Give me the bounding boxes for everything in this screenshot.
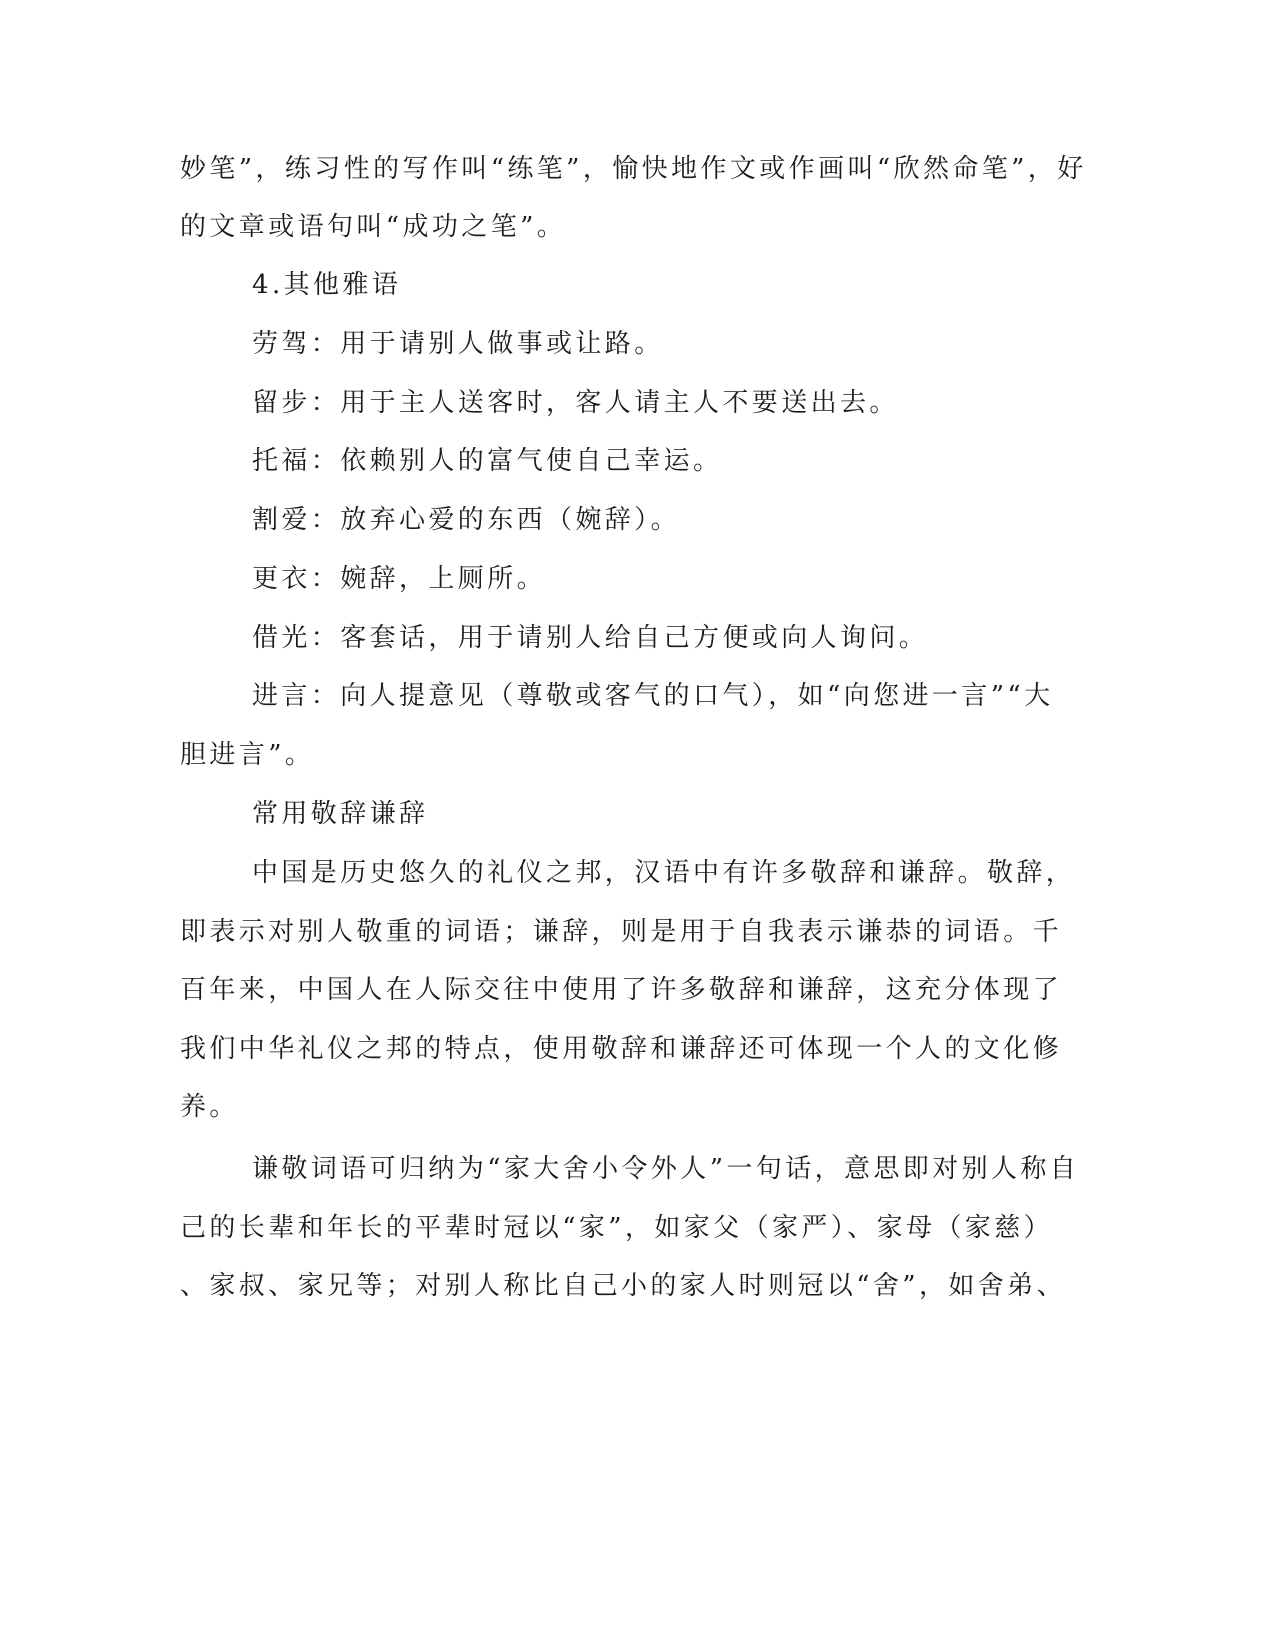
text-line: 己的长辈和年长的平辈时冠以“家”，如家父（家严）、家母（家慈） xyxy=(180,1213,1053,1243)
text-line: 进言：向人提意见（尊敬或客气的口气），如“向您进一言”“大 xyxy=(252,681,1054,711)
text-line: 胆进言”。 xyxy=(180,740,315,770)
text-line: 养。 xyxy=(180,1092,239,1122)
text-line: 中国是历史悠久的礼仪之邦，汉语中有许多敬辞和谦辞。敬辞， xyxy=(252,858,1076,888)
text-line: 劳驾：用于请别人做事或让路。 xyxy=(252,329,664,359)
text-line: 的文章或语句叫“成功之笔”。 xyxy=(180,212,567,242)
text-line: 割爱：放弃心爱的东西（婉辞）。 xyxy=(252,505,681,535)
section-heading: 常用敬辞谦辞 xyxy=(252,799,429,829)
text-line: 我们中华礼仪之邦的特点，使用敬辞和谦辞还可体现一个人的文化修 xyxy=(180,1034,1063,1064)
text-line: 托福：依赖别人的富气使自己幸运。 xyxy=(252,446,723,476)
text-line: 借光：客套话，用于请别人给自己方便或向人询问。 xyxy=(252,623,929,653)
text-line: 、家叔、家兄等；对别人称比自己小的家人时则冠以“舍”，如舍弟、 xyxy=(180,1271,1066,1301)
text-line: 留步：用于主人送客时，客人请主人不要送出去。 xyxy=(252,388,899,418)
text-line: 妙笔”，练习性的写作叫“练笔”，愉快地作文或作画叫“欣然命笔”，好 xyxy=(180,154,1087,184)
section-heading: 4.其他雅语 xyxy=(252,270,402,300)
text-line: 百年来，中国人在人际交往中使用了许多敬辞和谦辞，这充分体现了 xyxy=(180,975,1063,1005)
text-line: 即表示对别人敬重的词语；谦辞，则是用于自我表示谦恭的词语。千 xyxy=(180,917,1063,947)
text-line: 谦敬词语可归纳为“家大舍小令外人”一句话，意思即对别人称自 xyxy=(252,1154,1080,1184)
text-line: 更衣：婉辞，上厕所。 xyxy=(252,564,547,594)
